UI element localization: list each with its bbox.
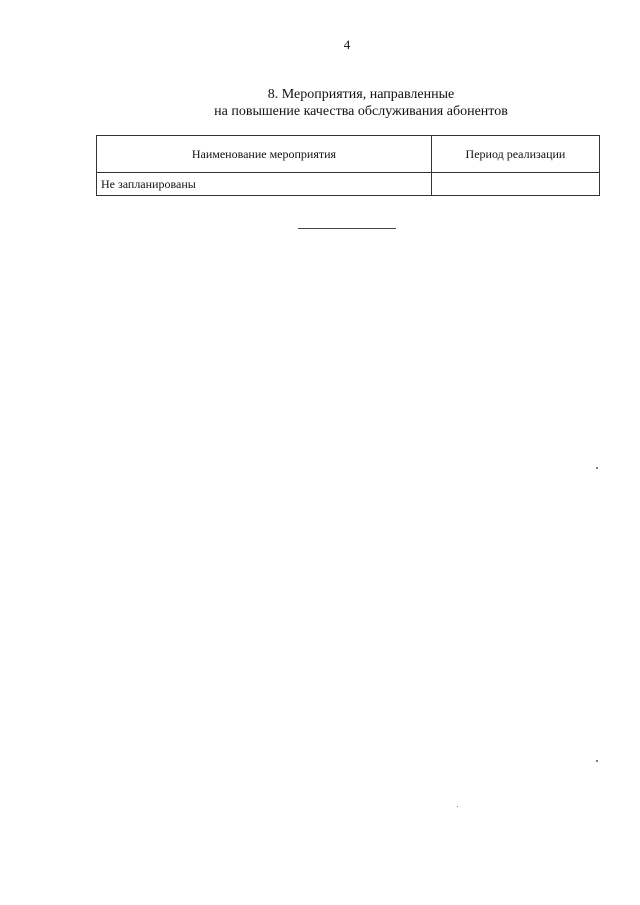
scan-speck <box>596 760 598 762</box>
table-header-row <box>97 136 600 173</box>
section-title-line-2: на повышение качества обслуживания абонентов <box>214 104 508 119</box>
events-table <box>96 135 600 196</box>
header-implementation-period: Период реализации <box>431 136 599 173</box>
section-title-line-1: 8. Мероприятия, направленные <box>267 87 455 102</box>
cell-implementation-period <box>431 173 599 196</box>
section-title <box>41 86 640 120</box>
page-number: 4 <box>343 37 351 52</box>
table-row <box>97 173 600 196</box>
scan-speck <box>457 806 458 807</box>
header-event-name: Наименование мероприятия <box>97 136 432 173</box>
scan-speck <box>596 467 598 469</box>
end-of-document-rule <box>298 228 396 229</box>
cell-event-name: Не запланированы <box>97 173 432 196</box>
